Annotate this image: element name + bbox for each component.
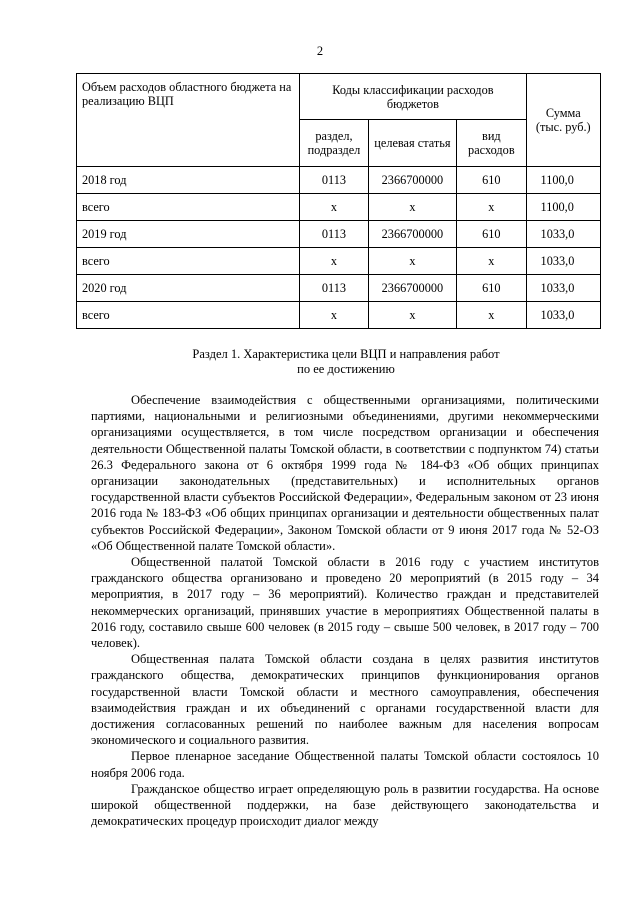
table-row [77, 275, 601, 302]
row-sum: 1033,0 [526, 221, 600, 248]
row-sum: 1100,0 [526, 194, 600, 221]
paragraph: Общественной палатой Томской области в 2016 году с участием институтов гражданского общества организовано и проведено 20 мероприятий (в 2015 году – 34 мероприятия, в 2017 году – 36 мероприятий). Количество граждан и представителей некоммерческих организаций, принявших участие в мероприятиях Общественной палаты в 2016 году, составило свыше 600 человек (в 2015 году – свыше 500 человек, в 2017 году – 700 человек). [91, 555, 599, 651]
table-header-row [77, 74, 601, 120]
header-article: целевая статья [368, 120, 457, 167]
table-row [77, 302, 601, 329]
header-sum: Сумма (тыс. руб.) [526, 74, 600, 167]
row-expense: 610 [457, 275, 526, 302]
section-title-line-1: Раздел 1. Характеристика цели ВЦП и направления работ [192, 347, 500, 361]
paragraph: Гражданское общество играет определяющую роль в развитии государства. На основе широкой общественной поддержки, на базе действующего законодательства и демократических процедур происходит диалог между [91, 781, 599, 829]
row-sum: 1033,0 [526, 275, 600, 302]
page-number: 2 [316, 44, 324, 58]
row-article: 2366700000 [368, 167, 457, 194]
row-section: 0113 [300, 221, 368, 248]
row-section: 0113 [300, 167, 368, 194]
row-section: х [300, 248, 368, 275]
row-label: 2019 год [77, 221, 300, 248]
header-codes: Коды классификации расходов бюджетов [300, 74, 526, 120]
table-row [77, 194, 601, 221]
table-row [77, 221, 601, 248]
paragraph: Обеспечение взаимодействия с общественными организациями, политическими партиями, национальными и религиозными объединениями, другими некоммерческими организациями осуществляется, в том числе посредством организации и обеспечения деятельности Общественной палаты Томской области, в соответствии с подпунктом 74) статьи 26.3 Федерального закона от 6 октября 1999 года № 184-ФЗ «Об общих принципах организации законодательных (представительных) и исполнительных органов государственной власти субъектов Российской Федерации», Федеральным законом от 23 июня 2016 года № 183-ФЗ «Об общих принципах организации и деятельности общественных палат субъектов Российской Федерации», Законом Томской области от 9 июня 2017 года № 52-ОЗ «Об Общественной палате Томской области». [91, 393, 599, 553]
budget-table [76, 73, 601, 329]
row-expense: х [457, 248, 526, 275]
row-section: х [300, 194, 368, 221]
row-expense: 610 [457, 221, 526, 248]
table-row [77, 248, 601, 275]
row-expense: 610 [457, 167, 526, 194]
table-row [77, 167, 601, 194]
row-label: 2018 год [77, 167, 300, 194]
row-sum: 1033,0 [526, 248, 600, 275]
header-expense: вид расходов [457, 120, 526, 167]
row-expense: х [457, 194, 526, 221]
paragraph: Первое пленарное заседание Общественной палаты Томской области состоялось 10 ноября 2006 года. [91, 749, 599, 780]
row-section: 0113 [300, 275, 368, 302]
body-text [91, 392, 599, 829]
row-article: х [368, 248, 457, 275]
header-section: раздел, подраздел [300, 120, 368, 167]
row-label: всего [77, 302, 300, 329]
paragraph: Общественная палата Томской области создана в целях развития институтов гражданского общества, демократических принципов функционирования органов государственной власти Томской области и местного самоуправления, обеспечения взаимодействия граждан и их объединений с органами государственной власти для достижения согласованных решений по наиболее важным для населения вопросам экономического и социального развития. [91, 652, 599, 748]
row-expense: х [457, 302, 526, 329]
row-article: 2366700000 [368, 275, 457, 302]
row-sum: 1033,0 [526, 302, 600, 329]
row-label: всего [77, 194, 300, 221]
row-section: х [300, 302, 368, 329]
row-article: 2366700000 [368, 221, 457, 248]
row-article: х [368, 194, 457, 221]
row-label: всего [77, 248, 300, 275]
section-title [96, 347, 596, 377]
row-article: х [368, 302, 457, 329]
row-label: 2020 год [77, 275, 300, 302]
section-title-line-2: по ее достижению [297, 362, 395, 376]
row-sum: 1100,0 [526, 167, 600, 194]
header-volume: Объем расходов областного бюджета на реализацию ВЦП [77, 74, 300, 167]
